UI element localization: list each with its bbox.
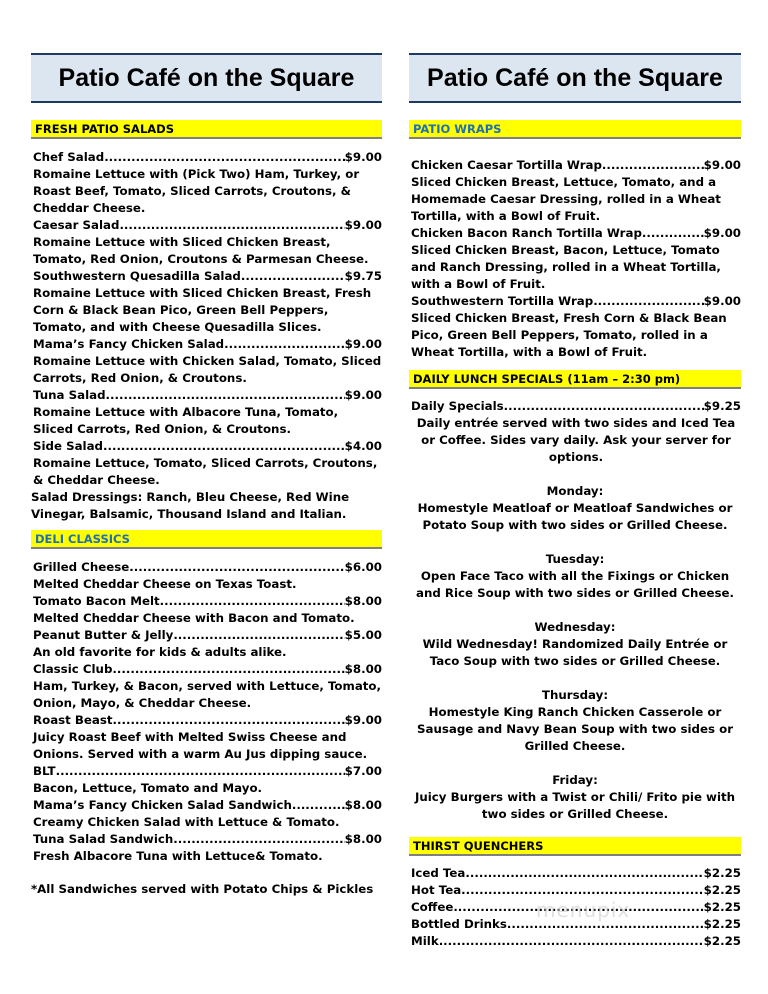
item-name: Peanut Butter & Jelly — [33, 628, 174, 642]
special-description: Open Face Taco with all the Fixings or Chicken and Rice Soup with two sides or Grilled Cheese. — [416, 569, 734, 600]
item-name: Chicken Bacon Ranch Tortilla Wrap — [411, 226, 642, 240]
item-price: $2.25 — [703, 866, 741, 880]
item-price: $9.00 — [344, 388, 382, 402]
item-name: BLT — [33, 764, 56, 778]
menu-item — [33, 627, 382, 644]
item-price: $5.00 — [344, 628, 382, 642]
special-day: Thursday: — [541, 688, 609, 702]
item-description: Romaine Lettuce with Sliced Chicken Breast, Fresh Corn & Black Bean Pico, Green Bell Peppers, Tomato, and with Cheese Quesadilla Slices. — [33, 286, 372, 334]
item-price: $8.00 — [344, 662, 382, 676]
menu-item — [33, 661, 382, 678]
special-description: Homestyle Meatloaf or Meatloaf Sandwiches or Potato Soup with two sides or Grilled Cheese. — [417, 501, 733, 532]
menu-item — [33, 438, 382, 455]
left-column — [31, 53, 382, 898]
special-day: Tuesday: — [545, 552, 605, 566]
item-price: $8.00 — [344, 798, 382, 812]
item-price: $9.00 — [344, 713, 382, 727]
item-name: Southwestern Quesadilla Salad — [33, 269, 241, 283]
item-description: Romaine Lettuce with Chicken Salad, Tomato, Sliced Carrots, Red Onion, & Croutons. — [33, 354, 382, 385]
item-price: $9.25 — [703, 399, 741, 413]
item-description: Sliced Chicken Breast, Bacon, Lettuce, Tomato and Ranch Dressing, rolled in a Wheat Tortilla, with a Bowl of Fruit. — [411, 243, 721, 291]
item-description: Fresh Albacore Tuna with Lettuce& Tomato. — [33, 849, 323, 863]
special-day: Monday: — [546, 484, 604, 498]
menu-item — [411, 882, 741, 899]
menu-item — [33, 336, 382, 353]
item-name: Tuna Salad Sandwich — [33, 832, 174, 846]
special-description: Homestyle King Ranch Chicken Casserole or Sausage and Navy Bean Soup with two sides or Grilled Cheese. — [416, 705, 734, 753]
item-description: An old favorite for kids & adults alike. — [33, 645, 287, 659]
item-name: Southwestern Tortilla Wrap — [411, 294, 594, 308]
item-name: Milk — [411, 934, 439, 948]
item-description: Bacon, Lettuce, Tomato and Mayo. — [33, 781, 263, 795]
item-price: $2.25 — [703, 934, 741, 948]
item-name: Tuna Salad — [33, 388, 106, 402]
wraps-list — [409, 157, 741, 361]
item-price: $2.25 — [703, 883, 741, 897]
item-name: Tomato Bacon Melt — [33, 594, 160, 608]
menu-item — [33, 387, 382, 404]
right-column — [409, 53, 741, 950]
menu-item — [33, 712, 382, 729]
item-price: $9.00 — [344, 218, 382, 232]
item-price: $6.00 — [344, 560, 382, 574]
special-description: Wild Wednesday! Randomized Daily Entrée or Taco Soup with two sides or Grilled Cheese. — [422, 637, 728, 668]
item-name: Roast Beast — [33, 713, 113, 727]
item-price: $9.00 — [703, 158, 741, 172]
salad-dressings: Salad Dressings: Ranch, Bleu Cheese, Red Wine Vinegar, Balsamic, Thousand Island and Italian. — [31, 490, 350, 521]
item-description: Sliced Chicken Breast, Fresh Corn & Black Bean Pico, Green Bell Peppers, Tomato, rolled in a Wheat Tortilla, with a Bowl of Fruit. — [411, 311, 727, 359]
item-name: Mama’s Fancy Chicken Salad — [33, 337, 225, 351]
item-price: $9.75 — [344, 269, 382, 283]
special-day: Friday: — [552, 773, 598, 787]
item-price: $9.00 — [344, 337, 382, 351]
section-daily-lunch-specials: DAILY LUNCH SPECIALS (11am – 2:30 pm) — [409, 370, 741, 389]
item-price: $9.00 — [703, 294, 741, 308]
item-price: $2.25 — [703, 917, 741, 931]
item-price: $8.00 — [344, 832, 382, 846]
item-name: Mama’s Fancy Chicken Salad Sandwich — [33, 798, 292, 812]
item-name: Chicken Caesar Tortilla Wrap — [411, 158, 602, 172]
item-name: Bottled Drinks — [411, 917, 507, 931]
special-description: Juicy Burgers with a Twist or Chili/ Frito pie with two sides or Grilled Cheese. — [414, 790, 736, 821]
section-patio-wraps: PATIO WRAPS — [409, 120, 741, 139]
menu-item — [411, 865, 741, 882]
item-name: Classic Club — [33, 662, 113, 676]
item-name: Grilled Cheese — [33, 560, 130, 574]
menu-item — [411, 933, 741, 950]
menu-item — [33, 831, 382, 848]
daily-specials-list — [409, 466, 741, 823]
item-price: $9.00 — [344, 150, 382, 164]
item-name: Hot Tea — [411, 883, 462, 897]
item-price: $8.00 — [344, 594, 382, 608]
menu-item — [411, 293, 741, 310]
item-name: Iced Tea — [411, 866, 466, 880]
item-description: Romaine Lettuce with Albacore Tuna, Tomato, Sliced Carrots, Red Onion, & Croutons. — [33, 405, 339, 436]
menu-item — [411, 157, 741, 174]
item-price: $4.00 — [344, 439, 382, 453]
sandwich-footnote: *All Sandwiches served with Potato Chips & Pickles — [31, 882, 374, 896]
item-description: Melted Cheddar Cheese with Bacon and Tomato. — [33, 611, 355, 625]
item-name: Side Salad — [33, 439, 103, 453]
section-thirst-quenchers: THIRST QUENCHERS — [409, 837, 741, 856]
item-description: Romaine Lettuce, Tomato, Sliced Carrots, Croutons, & Cheddar Cheese. — [33, 456, 378, 487]
menu-item — [33, 763, 382, 780]
item-price: $7.00 — [344, 764, 382, 778]
menu-item — [33, 593, 382, 610]
item-price: $2.25 — [703, 900, 741, 914]
item-description: Juicy Roast Beef with Melted Swiss Cheese and Onions. Served with a warm Au Jus dipping sauce. — [33, 730, 368, 761]
salads-list — [31, 149, 382, 489]
item-description: Sliced Chicken Breast, Lettuce, Tomato, and a Homemade Caesar Dressing, rolled in a Wheat Tortilla, with a Bowl of Fruit. — [411, 175, 721, 223]
watermark-text: menupix — [536, 898, 631, 922]
item-name: Daily Specials — [411, 399, 504, 413]
special-day: Wednesday: — [534, 620, 616, 634]
menu-item — [33, 217, 382, 234]
item-name: Coffee — [411, 900, 454, 914]
menu-item — [33, 149, 382, 166]
section-fresh-patio-salads: FRESH PATIO SALADS — [31, 120, 382, 139]
item-description: Romaine Lettuce with Sliced Chicken Breast, Tomato, Red Onion, Croutons & Parmesan Cheese. — [33, 235, 369, 266]
specials-description: Daily entrée served with two sides and Iced Tea or Coffee. Sides vary daily. Ask your server for options. — [416, 416, 736, 464]
menu-title-left: Patio Café on the Square — [31, 53, 382, 103]
section-deli-classics: DELI CLASSICS — [31, 530, 382, 549]
menu-item — [411, 225, 741, 242]
item-description: Romaine Lettuce with (Pick Two) Ham, Turkey, or Roast Beef, Tomato, Sliced Carrots, Croutons, & Cheddar Cheese. — [33, 167, 360, 215]
item-price: $9.00 — [703, 226, 741, 240]
menu-title-right: Patio Café on the Square — [409, 53, 741, 103]
menu-item — [33, 797, 382, 814]
menu-item — [33, 559, 382, 576]
item-name: Caesar Salad — [33, 218, 120, 232]
menu-item-daily-specials — [411, 398, 741, 415]
item-description: Creamy Chicken Salad with Lettuce & Tomato. — [33, 815, 340, 829]
item-description: Melted Cheddar Cheese on Texas Toast. — [33, 577, 297, 591]
item-name: Chef Salad — [33, 150, 105, 164]
deli-list — [31, 559, 382, 865]
menu-item — [33, 268, 382, 285]
item-description: Ham, Turkey, & Bacon, served with Lettuce, Tomato, Onion, Mayo, & Cheddar Cheese. — [33, 679, 382, 710]
